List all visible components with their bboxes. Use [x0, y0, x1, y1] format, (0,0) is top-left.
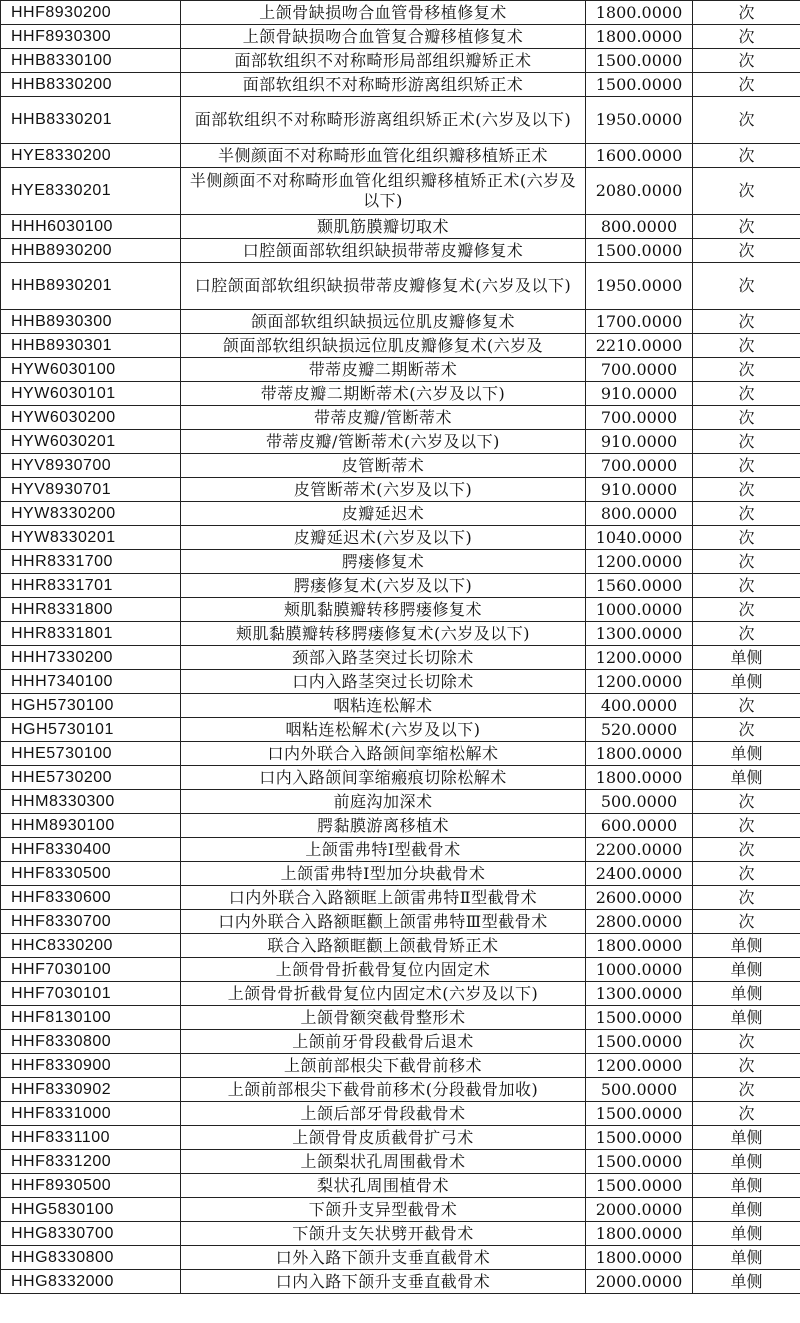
table-row: [1, 49, 800, 73]
item-code-cell: HHF8330600: [1, 886, 181, 910]
table-row: [1, 239, 800, 263]
item-price-cell: 1950.0000: [586, 263, 693, 310]
table-row: [1, 550, 800, 574]
item-unit-cell: 单侧: [693, 1222, 800, 1246]
item-name-cell: 上颌前部根尖下截骨前移术: [181, 1054, 586, 1078]
item-code-cell: HHM8930100: [1, 814, 181, 838]
item-code-cell: HHF8330700: [1, 910, 181, 934]
item-price-cell: 1950.0000: [586, 97, 693, 144]
table-row: [1, 598, 800, 622]
item-price-cell: 1800.0000: [586, 934, 693, 958]
item-unit-cell: 次: [693, 144, 800, 168]
item-unit-cell: 单侧: [693, 1126, 800, 1150]
table-row: [1, 742, 800, 766]
item-code-cell: HHG8330700: [1, 1222, 181, 1246]
item-price-cell: 2200.0000: [586, 838, 693, 862]
item-code-cell: HHH7340100: [1, 670, 181, 694]
item-price-cell: 2800.0000: [586, 910, 693, 934]
table-row: [1, 526, 800, 550]
table-row: [1, 1, 800, 25]
table-row: [1, 1078, 800, 1102]
item-name-cell: 上颌骨缺损吻合血管复合瓣移植修复术: [181, 25, 586, 49]
item-unit-cell: 次: [693, 550, 800, 574]
table-row: [1, 358, 800, 382]
item-price-cell: 1300.0000: [586, 982, 693, 1006]
item-unit-cell: 单侧: [693, 1246, 800, 1270]
item-price-cell: 1200.0000: [586, 670, 693, 694]
item-price-cell: 2600.0000: [586, 886, 693, 910]
item-unit-cell: 次: [693, 215, 800, 239]
item-code-cell: HHF8330500: [1, 862, 181, 886]
item-unit-cell: 次: [693, 886, 800, 910]
item-name-cell: 上颌后部牙骨段截骨术: [181, 1102, 586, 1126]
item-price-cell: 2080.0000: [586, 168, 693, 215]
item-code-cell: HHB8930201: [1, 263, 181, 310]
item-name-cell: 口内外联合入路颌间挛缩松解术: [181, 742, 586, 766]
item-price-cell: 1500.0000: [586, 1006, 693, 1030]
item-name-cell: 咽粘连松解术: [181, 694, 586, 718]
item-unit-cell: 单侧: [693, 1150, 800, 1174]
item-code-cell: HHF7030100: [1, 958, 181, 982]
item-code-cell: HYW6030100: [1, 358, 181, 382]
item-price-cell: 1800.0000: [586, 25, 693, 49]
item-name-cell: 咽粘连松解术(六岁及以下): [181, 718, 586, 742]
item-price-cell: 1560.0000: [586, 574, 693, 598]
table-row: [1, 910, 800, 934]
item-price-cell: 700.0000: [586, 454, 693, 478]
item-code-cell: HYW6030201: [1, 430, 181, 454]
item-name-cell: 上颌骨骨折截骨复位内固定术(六岁及以下): [181, 982, 586, 1006]
item-unit-cell: 单侧: [693, 1006, 800, 1030]
table-row: [1, 1174, 800, 1198]
item-price-cell: 1800.0000: [586, 766, 693, 790]
item-price-cell: 910.0000: [586, 382, 693, 406]
item-name-cell: 口腔颌面部软组织缺损带蒂皮瓣修复术(六岁及以下): [181, 263, 586, 310]
item-unit-cell: 次: [693, 25, 800, 49]
table-row: [1, 958, 800, 982]
table-row: [1, 934, 800, 958]
item-price-cell: 1000.0000: [586, 958, 693, 982]
item-unit-cell: 次: [693, 718, 800, 742]
item-unit-cell: 次: [693, 1030, 800, 1054]
item-code-cell: HGH5730101: [1, 718, 181, 742]
item-price-cell: 700.0000: [586, 406, 693, 430]
item-name-cell: 口内入路颌间挛缩瘢痕切除松解术: [181, 766, 586, 790]
item-price-cell: 1200.0000: [586, 646, 693, 670]
item-code-cell: HHF8330900: [1, 1054, 181, 1078]
item-unit-cell: 次: [693, 598, 800, 622]
table-row: [1, 766, 800, 790]
item-unit-cell: 次: [693, 622, 800, 646]
table-row: [1, 1246, 800, 1270]
item-unit-cell: 单侧: [693, 982, 800, 1006]
item-name-cell: 半侧颜面不对称畸形血管化组织瓣移植矫正术: [181, 144, 586, 168]
item-unit-cell: 单侧: [693, 742, 800, 766]
item-unit-cell: 次: [693, 502, 800, 526]
item-code-cell: HHF8331200: [1, 1150, 181, 1174]
item-unit-cell: 次: [693, 310, 800, 334]
item-price-cell: 1500.0000: [586, 239, 693, 263]
item-code-cell: HHC8330200: [1, 934, 181, 958]
item-price-cell: 1200.0000: [586, 1054, 693, 1078]
item-name-cell: 腭瘘修复术(六岁及以下): [181, 574, 586, 598]
item-unit-cell: 次: [693, 1, 800, 25]
table-row: [1, 454, 800, 478]
table-row: [1, 790, 800, 814]
item-unit-cell: 单侧: [693, 934, 800, 958]
item-price-cell: 2000.0000: [586, 1270, 693, 1294]
item-name-cell: 面部软组织不对称畸形局部组织瓣矫正术: [181, 49, 586, 73]
item-code-cell: HHR8331700: [1, 550, 181, 574]
item-code-cell: HHB8330100: [1, 49, 181, 73]
table-row: [1, 25, 800, 49]
item-unit-cell: 次: [693, 814, 800, 838]
table-row: [1, 1150, 800, 1174]
item-code-cell: HYW6030200: [1, 406, 181, 430]
item-unit-cell: 单侧: [693, 766, 800, 790]
item-name-cell: 颌面部软组织缺损远位肌皮瓣修复术: [181, 310, 586, 334]
item-price-cell: 520.0000: [586, 718, 693, 742]
item-code-cell: HHR8331701: [1, 574, 181, 598]
item-code-cell: HHG8330800: [1, 1246, 181, 1270]
item-price-cell: 1500.0000: [586, 1150, 693, 1174]
item-name-cell: 面部软组织不对称畸形游离组织矫正术: [181, 73, 586, 97]
item-code-cell: HHF8330400: [1, 838, 181, 862]
item-price-cell: 1040.0000: [586, 526, 693, 550]
table-row: [1, 1222, 800, 1246]
table-row: [1, 862, 800, 886]
item-name-cell: 下颌升支矢状劈开截骨术: [181, 1222, 586, 1246]
item-unit-cell: 次: [693, 694, 800, 718]
item-code-cell: HHF8130100: [1, 1006, 181, 1030]
item-code-cell: HHE5730200: [1, 766, 181, 790]
item-unit-cell: 次: [693, 838, 800, 862]
item-unit-cell: 次: [693, 382, 800, 406]
item-name-cell: 带蒂皮瓣二期断蒂术(六岁及以下): [181, 382, 586, 406]
item-code-cell: HHF8331000: [1, 1102, 181, 1126]
table-row: [1, 144, 800, 168]
item-unit-cell: 次: [693, 478, 800, 502]
item-price-cell: 400.0000: [586, 694, 693, 718]
item-price-cell: 600.0000: [586, 814, 693, 838]
item-code-cell: HGH5730100: [1, 694, 181, 718]
item-price-cell: 1600.0000: [586, 144, 693, 168]
table-row: [1, 1054, 800, 1078]
item-name-cell: 半侧颜面不对称畸形血管化组织瓣移植矫正术(六岁及以下): [181, 168, 586, 215]
item-code-cell: HYW8330200: [1, 502, 181, 526]
table-row: [1, 1030, 800, 1054]
item-code-cell: HHF8930500: [1, 1174, 181, 1198]
item-price-cell: 2210.0000: [586, 334, 693, 358]
item-unit-cell: 单侧: [693, 670, 800, 694]
item-name-cell: 上颌骨骨皮质截骨扩弓术: [181, 1126, 586, 1150]
item-unit-cell: 次: [693, 1102, 800, 1126]
item-price-cell: 1200.0000: [586, 550, 693, 574]
item-code-cell: HHE5730100: [1, 742, 181, 766]
item-price-cell: 1500.0000: [586, 73, 693, 97]
table-row: [1, 574, 800, 598]
item-name-cell: 口内外联合入路额眶颧上颌雷弗特Ⅲ型截骨术: [181, 910, 586, 934]
item-name-cell: 腭黏膜游离移植术: [181, 814, 586, 838]
item-name-cell: 前庭沟加深术: [181, 790, 586, 814]
item-code-cell: HHB8330200: [1, 73, 181, 97]
item-price-cell: 1300.0000: [586, 622, 693, 646]
item-unit-cell: 次: [693, 73, 800, 97]
item-name-cell: 颞肌筋膜瓣切取术: [181, 215, 586, 239]
item-name-cell: 带蒂皮瓣/管断蒂术(六岁及以下): [181, 430, 586, 454]
item-unit-cell: 次: [693, 358, 800, 382]
table-row: [1, 1198, 800, 1222]
item-unit-cell: 单侧: [693, 958, 800, 982]
item-name-cell: 面部软组织不对称畸形游离组织矫正术(六岁及以下): [181, 97, 586, 144]
item-name-cell: 颊肌黏膜瓣转移腭瘘修复术(六岁及以下): [181, 622, 586, 646]
table-row: [1, 982, 800, 1006]
item-name-cell: 口内入路下颌升支垂直截骨术: [181, 1270, 586, 1294]
item-code-cell: HHR8331801: [1, 622, 181, 646]
item-unit-cell: 次: [693, 263, 800, 310]
item-name-cell: 上颌骨额突截骨整形术: [181, 1006, 586, 1030]
item-unit-cell: 次: [693, 430, 800, 454]
item-code-cell: HHF8330902: [1, 1078, 181, 1102]
item-unit-cell: 次: [693, 454, 800, 478]
item-unit-cell: 单侧: [693, 646, 800, 670]
fee-table-body: [1, 1, 800, 1294]
item-code-cell: HYE8330201: [1, 168, 181, 215]
item-unit-cell: 次: [693, 790, 800, 814]
item-unit-cell: 次: [693, 1054, 800, 1078]
item-code-cell: HHF8930300: [1, 25, 181, 49]
item-unit-cell: 次: [693, 168, 800, 215]
item-code-cell: HHF8330800: [1, 1030, 181, 1054]
item-name-cell: 上颌雷弗特Ⅰ型加分块截骨术: [181, 862, 586, 886]
item-unit-cell: 次: [693, 1078, 800, 1102]
table-row: [1, 814, 800, 838]
table-row: [1, 215, 800, 239]
item-unit-cell: 单侧: [693, 1270, 800, 1294]
item-code-cell: HHB8930300: [1, 310, 181, 334]
item-name-cell: 口内外联合入路额眶上颌雷弗特Ⅱ型截骨术: [181, 886, 586, 910]
item-code-cell: HHF8930200: [1, 1, 181, 25]
item-name-cell: 上颌骨骨折截骨复位内固定术: [181, 958, 586, 982]
item-code-cell: HHM8330300: [1, 790, 181, 814]
item-price-cell: 1500.0000: [586, 1174, 693, 1198]
table-row: [1, 168, 800, 215]
table-row: [1, 670, 800, 694]
item-name-cell: 皮瓣延迟术(六岁及以下): [181, 526, 586, 550]
item-unit-cell: 次: [693, 97, 800, 144]
item-price-cell: 500.0000: [586, 1078, 693, 1102]
item-name-cell: 颊肌黏膜瓣转移腭瘘修复术: [181, 598, 586, 622]
item-name-cell: 上颌骨缺损吻合血管骨移植修复术: [181, 1, 586, 25]
table-row: [1, 478, 800, 502]
item-unit-cell: 次: [693, 406, 800, 430]
table-row: [1, 1006, 800, 1030]
item-unit-cell: 次: [693, 239, 800, 263]
item-price-cell: 1800.0000: [586, 742, 693, 766]
item-code-cell: HHH7330200: [1, 646, 181, 670]
item-name-cell: 带蒂皮瓣二期断蒂术: [181, 358, 586, 382]
item-price-cell: 1500.0000: [586, 49, 693, 73]
table-row: [1, 502, 800, 526]
item-name-cell: 颌面部软组织缺损远位肌皮瓣修复术(六岁及: [181, 334, 586, 358]
item-price-cell: 1700.0000: [586, 310, 693, 334]
item-price-cell: 1000.0000: [586, 598, 693, 622]
item-name-cell: 下颌升支异型截骨术: [181, 1198, 586, 1222]
item-code-cell: HYV8930700: [1, 454, 181, 478]
item-name-cell: 口内入路茎突过长切除术: [181, 670, 586, 694]
item-name-cell: 联合入路额眶颧上颌截骨矫正术: [181, 934, 586, 958]
item-unit-cell: 次: [693, 334, 800, 358]
table-row: [1, 430, 800, 454]
item-price-cell: 1500.0000: [586, 1030, 693, 1054]
item-name-cell: 上颌前牙骨段截骨后退术: [181, 1030, 586, 1054]
table-row: [1, 263, 800, 310]
item-price-cell: 500.0000: [586, 790, 693, 814]
item-name-cell: 腭瘘修复术: [181, 550, 586, 574]
table-row: [1, 838, 800, 862]
item-code-cell: HHB8930301: [1, 334, 181, 358]
item-price-cell: 2400.0000: [586, 862, 693, 886]
item-name-cell: 上颌前部根尖下截骨前移术(分段截骨加收): [181, 1078, 586, 1102]
table-row: [1, 886, 800, 910]
table-row: [1, 718, 800, 742]
table-row: [1, 382, 800, 406]
item-name-cell: 皮管断蒂术: [181, 454, 586, 478]
item-name-cell: 上颌雷弗特Ⅰ型截骨术: [181, 838, 586, 862]
item-price-cell: 700.0000: [586, 358, 693, 382]
item-price-cell: 1800.0000: [586, 1222, 693, 1246]
table-row: [1, 646, 800, 670]
table-row: [1, 97, 800, 144]
item-unit-cell: 单侧: [693, 1174, 800, 1198]
item-unit-cell: 次: [693, 862, 800, 886]
table-row: [1, 1126, 800, 1150]
item-name-cell: 上颌梨状孔周围截骨术: [181, 1150, 586, 1174]
item-name-cell: 皮管断蒂术(六岁及以下): [181, 478, 586, 502]
item-price-cell: 800.0000: [586, 215, 693, 239]
item-code-cell: HHG8332000: [1, 1270, 181, 1294]
item-unit-cell: 次: [693, 49, 800, 73]
item-code-cell: HHF8331100: [1, 1126, 181, 1150]
item-code-cell: HYW8330201: [1, 526, 181, 550]
item-code-cell: HHB8330201: [1, 97, 181, 144]
table-row: [1, 334, 800, 358]
item-price-cell: 1500.0000: [586, 1126, 693, 1150]
table-row: [1, 406, 800, 430]
item-code-cell: HHH6030100: [1, 215, 181, 239]
item-price-cell: 2000.0000: [586, 1198, 693, 1222]
item-name-cell: 颈部入路茎突过长切除术: [181, 646, 586, 670]
table-row: [1, 622, 800, 646]
item-code-cell: HHR8331800: [1, 598, 181, 622]
item-price-cell: 910.0000: [586, 430, 693, 454]
item-price-cell: 1800.0000: [586, 1246, 693, 1270]
item-name-cell: 带蒂皮瓣/管断蒂术: [181, 406, 586, 430]
table-row: [1, 1102, 800, 1126]
item-price-cell: 800.0000: [586, 502, 693, 526]
table-row: [1, 1270, 800, 1294]
table-row: [1, 73, 800, 97]
item-price-cell: 1800.0000: [586, 1, 693, 25]
item-unit-cell: 单侧: [693, 1198, 800, 1222]
item-code-cell: HHG5830100: [1, 1198, 181, 1222]
item-code-cell: HHB8930200: [1, 239, 181, 263]
item-code-cell: HYW6030101: [1, 382, 181, 406]
item-price-cell: 1500.0000: [586, 1102, 693, 1126]
item-name-cell: 口外入路下颌升支垂直截骨术: [181, 1246, 586, 1270]
item-unit-cell: 次: [693, 526, 800, 550]
item-price-cell: 910.0000: [586, 478, 693, 502]
table-row: [1, 694, 800, 718]
item-name-cell: 梨状孔周围植骨术: [181, 1174, 586, 1198]
item-unit-cell: 次: [693, 910, 800, 934]
item-code-cell: HHF7030101: [1, 982, 181, 1006]
item-name-cell: 口腔颌面部软组织缺损带蒂皮瓣修复术: [181, 239, 586, 263]
item-code-cell: HYE8330200: [1, 144, 181, 168]
item-unit-cell: 次: [693, 574, 800, 598]
item-name-cell: 皮瓣延迟术: [181, 502, 586, 526]
table-row: [1, 310, 800, 334]
item-code-cell: HYV8930701: [1, 478, 181, 502]
